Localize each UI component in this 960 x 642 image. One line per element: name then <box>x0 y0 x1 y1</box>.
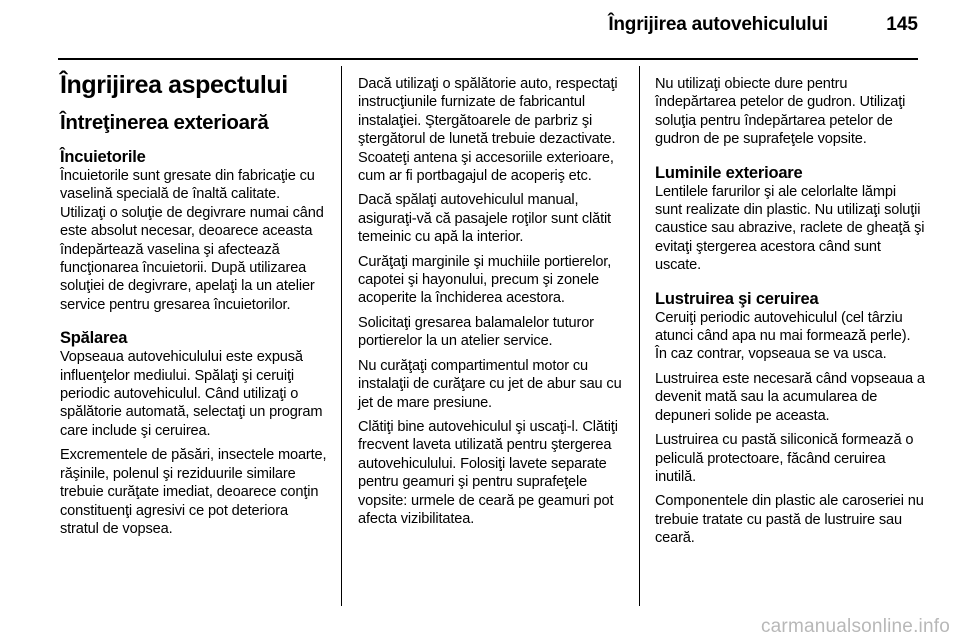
paragraph-washing-2: Excrementele de păsări, insectele moarte, răşinile, polenul şi reziduurile similare trebuie curăţate imediat, deoarece conţin constituenţi agresivi ce pot deteriora stratul de vopsea. <box>60 447 327 537</box>
column-3 <box>655 75 925 554</box>
paragraph-rinse-dry: Clătiţi bine autovehiculul şi uscaţi-l. Clătiţi frecvent laveta utilizată pentru ştergerea autovehiculului. Folosiţi lavete separate pentru geamuri şi pentru suprafeţele vopsite: urmele de ceară pe geamuri pot afecta vizibilitatea. <box>358 418 618 527</box>
section-title: Întreţinerea exterioară <box>60 111 269 134</box>
paragraph-engine-compartment: Nu curăţaţi compartimentul motor cu instalaţii de curăţare cu jet de abur sau cu jet de mare presiune. <box>358 357 622 411</box>
column-divider-2 <box>639 66 640 606</box>
paragraph-tar: Nu utilizaţi obiecte dure pentru îndepărtarea petelor de gudron. Utilizaţi soluţia pentru îndepărtarea petelor de gudron de pe suprafeţele vopsite. <box>655 76 906 148</box>
paragraph-car-wash: Dacă utilizaţi o spălătorie auto, respectaţi instrucţiunile furnizate de fabricantul instalaţiei. Ştergătoarele de parbriz şi ştergătorul de lunetă trebuie dezactivate. Scoateţi antena şi accesoriile exterioare, cum ar fi portbagajul de acoperiş etc. <box>358 76 618 185</box>
paragraph-polishing-3: Lustruirea cu pastă siliconică formează o peliculă protectoare, făcând ceruirea inutilă. <box>655 432 914 485</box>
column-divider-1 <box>341 66 342 606</box>
paragraph-door-edges: Curăţaţi marginile şi muchiile portierelor, capotei şi hayonului, precum şi zonele acoperite la închiderea acestora. <box>358 253 612 307</box>
paragraph-manual-wash: Dacă spălaţi autovehiculul manual, asiguraţi-vă că pasajele roţilor sunt clătit temeinic cu apă la interior. <box>358 192 611 246</box>
column-1 <box>60 70 328 544</box>
paragraph-locks: Încuietorile sunt gresate din fabricaţie cu vaselină specială de înaltă calitate. Utilizaţi o soluţie de degivrare numai când este absolut necesar, deoarece aceasta îndepărtează vaselina şi afectează funcţionarea încuietorii. După utilizarea soluţiei de degivrare, apelaţi la un atelier service pentru gresarea încuietorilor. <box>60 168 324 313</box>
column-2 <box>358 75 628 534</box>
page-number: 145 <box>886 14 918 35</box>
paragraph-exterior-lights: Lentilele farurilor şi ale celorlalte lămpi sunt realizate din plastic. Nu utilizaţi soluţii caustice sau abrazive, raclete de gheaţă şi evitaţi ştergerea acestora când sunt uscate. <box>655 183 925 274</box>
heading-exterior-lights: Luminile exterioare <box>655 163 803 182</box>
heading-locks: Încuietorile <box>60 148 146 166</box>
paragraph-polishing-2: Lustruirea este necesară când vopseaua a devenit mată sau la acumularea de depuneri solide pe aceasta. <box>655 370 925 424</box>
paragraph-washing-1: Vopseaua autovehiculului este expusă influenţelor mediului. Spălaţi şi ceruiţi periodic autovehiculul. Când utilizaţi o spălătorie automată, selectaţi un program care include şi ceruirea. <box>60 349 323 439</box>
watermark-text: carmanualsonline.info <box>760 616 950 637</box>
paragraph-polishing-4: Componentele din plastic ale caroseriei nu trebuie tratate cu pastă de lustruire sau ceară. <box>655 493 924 547</box>
paragraph-hinges: Solicitaţi gresarea balamalelor tuturor portierelor la un atelier service. <box>358 314 594 350</box>
paragraph-polishing-1: Ceruiţi periodic autovehiculul (cel târziu atunci când apa nu mai formează perle). În caz contrar, vopseaua se va usca. <box>655 309 911 363</box>
header-rule <box>58 58 918 60</box>
heading-washing: Spălarea <box>60 329 128 348</box>
running-header-title: Îngrijirea autovehiculului <box>608 14 828 35</box>
page-header <box>0 14 930 50</box>
chapter-title: Îngrijirea aspectului <box>60 71 288 99</box>
heading-polishing: Lustruirea şi ceruirea <box>655 289 819 308</box>
